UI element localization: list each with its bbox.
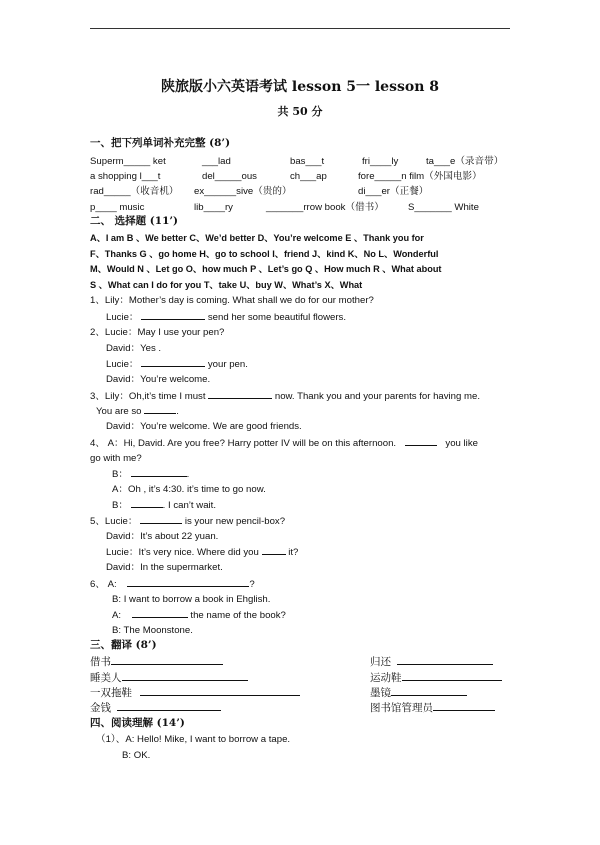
- q2-line: David：Yes .: [106, 343, 162, 354]
- q2-prompt: 2、Lucie：May I use your pen?: [90, 327, 225, 338]
- word-item: S_______ White: [408, 202, 479, 213]
- q1-prompt: 1、Lily：Mother’s day is coming. What shall we do for our mother?: [90, 295, 374, 306]
- word-item: bas___t: [290, 156, 325, 167]
- q5-line: David：It’s about 22 yuan.: [106, 531, 219, 542]
- translate-blank[interactable]: [397, 655, 493, 665]
- q2-answer-line: Lucie： your pen.: [106, 359, 248, 370]
- q6-line: B: The Moonstone.: [112, 625, 193, 636]
- q4-blank-3[interactable]: [131, 498, 163, 508]
- q4-blank-2[interactable]: [131, 467, 187, 477]
- q5-blank-2[interactable]: [262, 545, 286, 555]
- translate-blank[interactable]: [122, 671, 248, 681]
- q4-line: go with me?: [90, 453, 142, 464]
- options-line-2: F、Thanks G 、go home H、go to school I、friend J、kind K、No L、Wonderful: [90, 249, 439, 259]
- q4-prompt: 4、 A：Hi, David. Are you free? Harry potter IV will be on this afternoon. you like: [90, 438, 478, 449]
- translate-left-4: 金钱: [90, 701, 221, 715]
- word-item: a shopping l___t: [90, 171, 161, 182]
- section3-heading: 三、翻译 (8’): [90, 639, 157, 651]
- word-item: di___er（正餐）: [358, 186, 429, 197]
- q5-blank[interactable]: [140, 514, 182, 524]
- section4-heading: 四、阅读理解 (14’): [90, 717, 185, 729]
- options-line-1: A、I am B 、We better C、We’d better D、You’re welcome E 、Thank you for: [90, 233, 424, 243]
- total-score: 共 50 分: [277, 105, 323, 118]
- translate-left-3: 一双拖鞋: [90, 686, 300, 700]
- q3-blank-2[interactable]: [144, 404, 176, 414]
- page-title: 陕旅版小六英语考试 lesson 5一 lesson 8: [161, 79, 439, 95]
- options-line-3: M、Would N 、Let go O、how much P 、Let’s go Q 、How much R 、What about: [90, 264, 442, 274]
- section2-heading: 二、 选择题 (11’): [90, 215, 179, 227]
- word-item: del_____ous: [202, 171, 257, 182]
- word-item: Superm_____ ket: [90, 156, 166, 167]
- q2-line: David：You’re welcome.: [106, 374, 211, 385]
- q2-blank[interactable]: [141, 357, 205, 367]
- translate-blank[interactable]: [402, 671, 502, 681]
- header-rule: [90, 28, 510, 29]
- q6-prompt: 6、 A: ?: [90, 579, 255, 590]
- translate-blank[interactable]: [140, 686, 300, 696]
- translate-blank[interactable]: [433, 701, 495, 711]
- word-item: fri____ly: [362, 156, 399, 167]
- word-item: fore_____n film（外国电影）: [358, 171, 482, 182]
- word-item: ex______sive（贵的）: [194, 186, 292, 197]
- word-item: ___lad: [202, 156, 231, 167]
- translate-blank[interactable]: [391, 686, 467, 696]
- q5-prompt: 5、Lucie： is your new pencil-box?: [90, 516, 286, 527]
- translate-right-1: 归还: [370, 655, 493, 669]
- q6-line: B: I want to borrow a book in Ehglish.: [112, 594, 271, 605]
- q4-blank[interactable]: [405, 436, 437, 446]
- q6-blank[interactable]: [127, 577, 249, 587]
- translate-blank[interactable]: [117, 701, 221, 711]
- q1-answer-line: Lucie： send her some beautiful flowers.: [106, 312, 346, 323]
- q3-blank[interactable]: [208, 389, 272, 399]
- word-item: rad_____（收音机）: [90, 186, 179, 197]
- section1-heading: 一、把下列单词补充完整 (8’): [90, 137, 231, 149]
- q3-prompt: 3、Lily：Oh,it’s time I must now. Thank you and your parents for having me.: [90, 391, 481, 402]
- translate-right-4: 图书馆管理员: [370, 701, 495, 715]
- options-line-4: S 、What can I do for you T、take U、buy W、What’s X、What: [90, 280, 363, 290]
- reading-line-2: B: OK.: [122, 750, 151, 761]
- q3-answer-line: You are so .: [96, 406, 179, 417]
- word-item: ta___e（录音带）: [426, 156, 504, 167]
- translate-left-2: 睡美人: [90, 671, 248, 685]
- reading-line-1: （1）、A: Hello! Mike, I want to borrow a tape.: [96, 734, 291, 745]
- q6-blank-2[interactable]: [132, 608, 188, 618]
- translate-left-1: 借书: [90, 655, 223, 669]
- q4-answer-line-2: B： . I can’t wait.: [112, 500, 216, 511]
- q1-blank[interactable]: [141, 310, 205, 320]
- q6-answer-line: A: the name of the book?: [112, 610, 286, 621]
- word-item: p____ music: [90, 202, 145, 213]
- translate-blank[interactable]: [111, 655, 223, 665]
- word-item: _______rrow book（借书）: [266, 202, 384, 213]
- q3-line: David：You’re welcome. We are good friends.: [106, 421, 302, 432]
- q4-answer-line: B： .: [112, 469, 190, 480]
- q5-answer-line: Lucie：It’s very nice. Where did you it?: [106, 547, 299, 558]
- translate-right-2: 运动鞋: [370, 671, 502, 685]
- q4-line: A：Oh , it’s 4:30. it’s time to go now.: [112, 484, 266, 495]
- word-item: ch___ap: [290, 171, 327, 182]
- q5-line: David：In the supermarket.: [106, 562, 223, 573]
- word-item: lib____ry: [194, 202, 233, 213]
- translate-right-3: 墨镜: [370, 686, 467, 700]
